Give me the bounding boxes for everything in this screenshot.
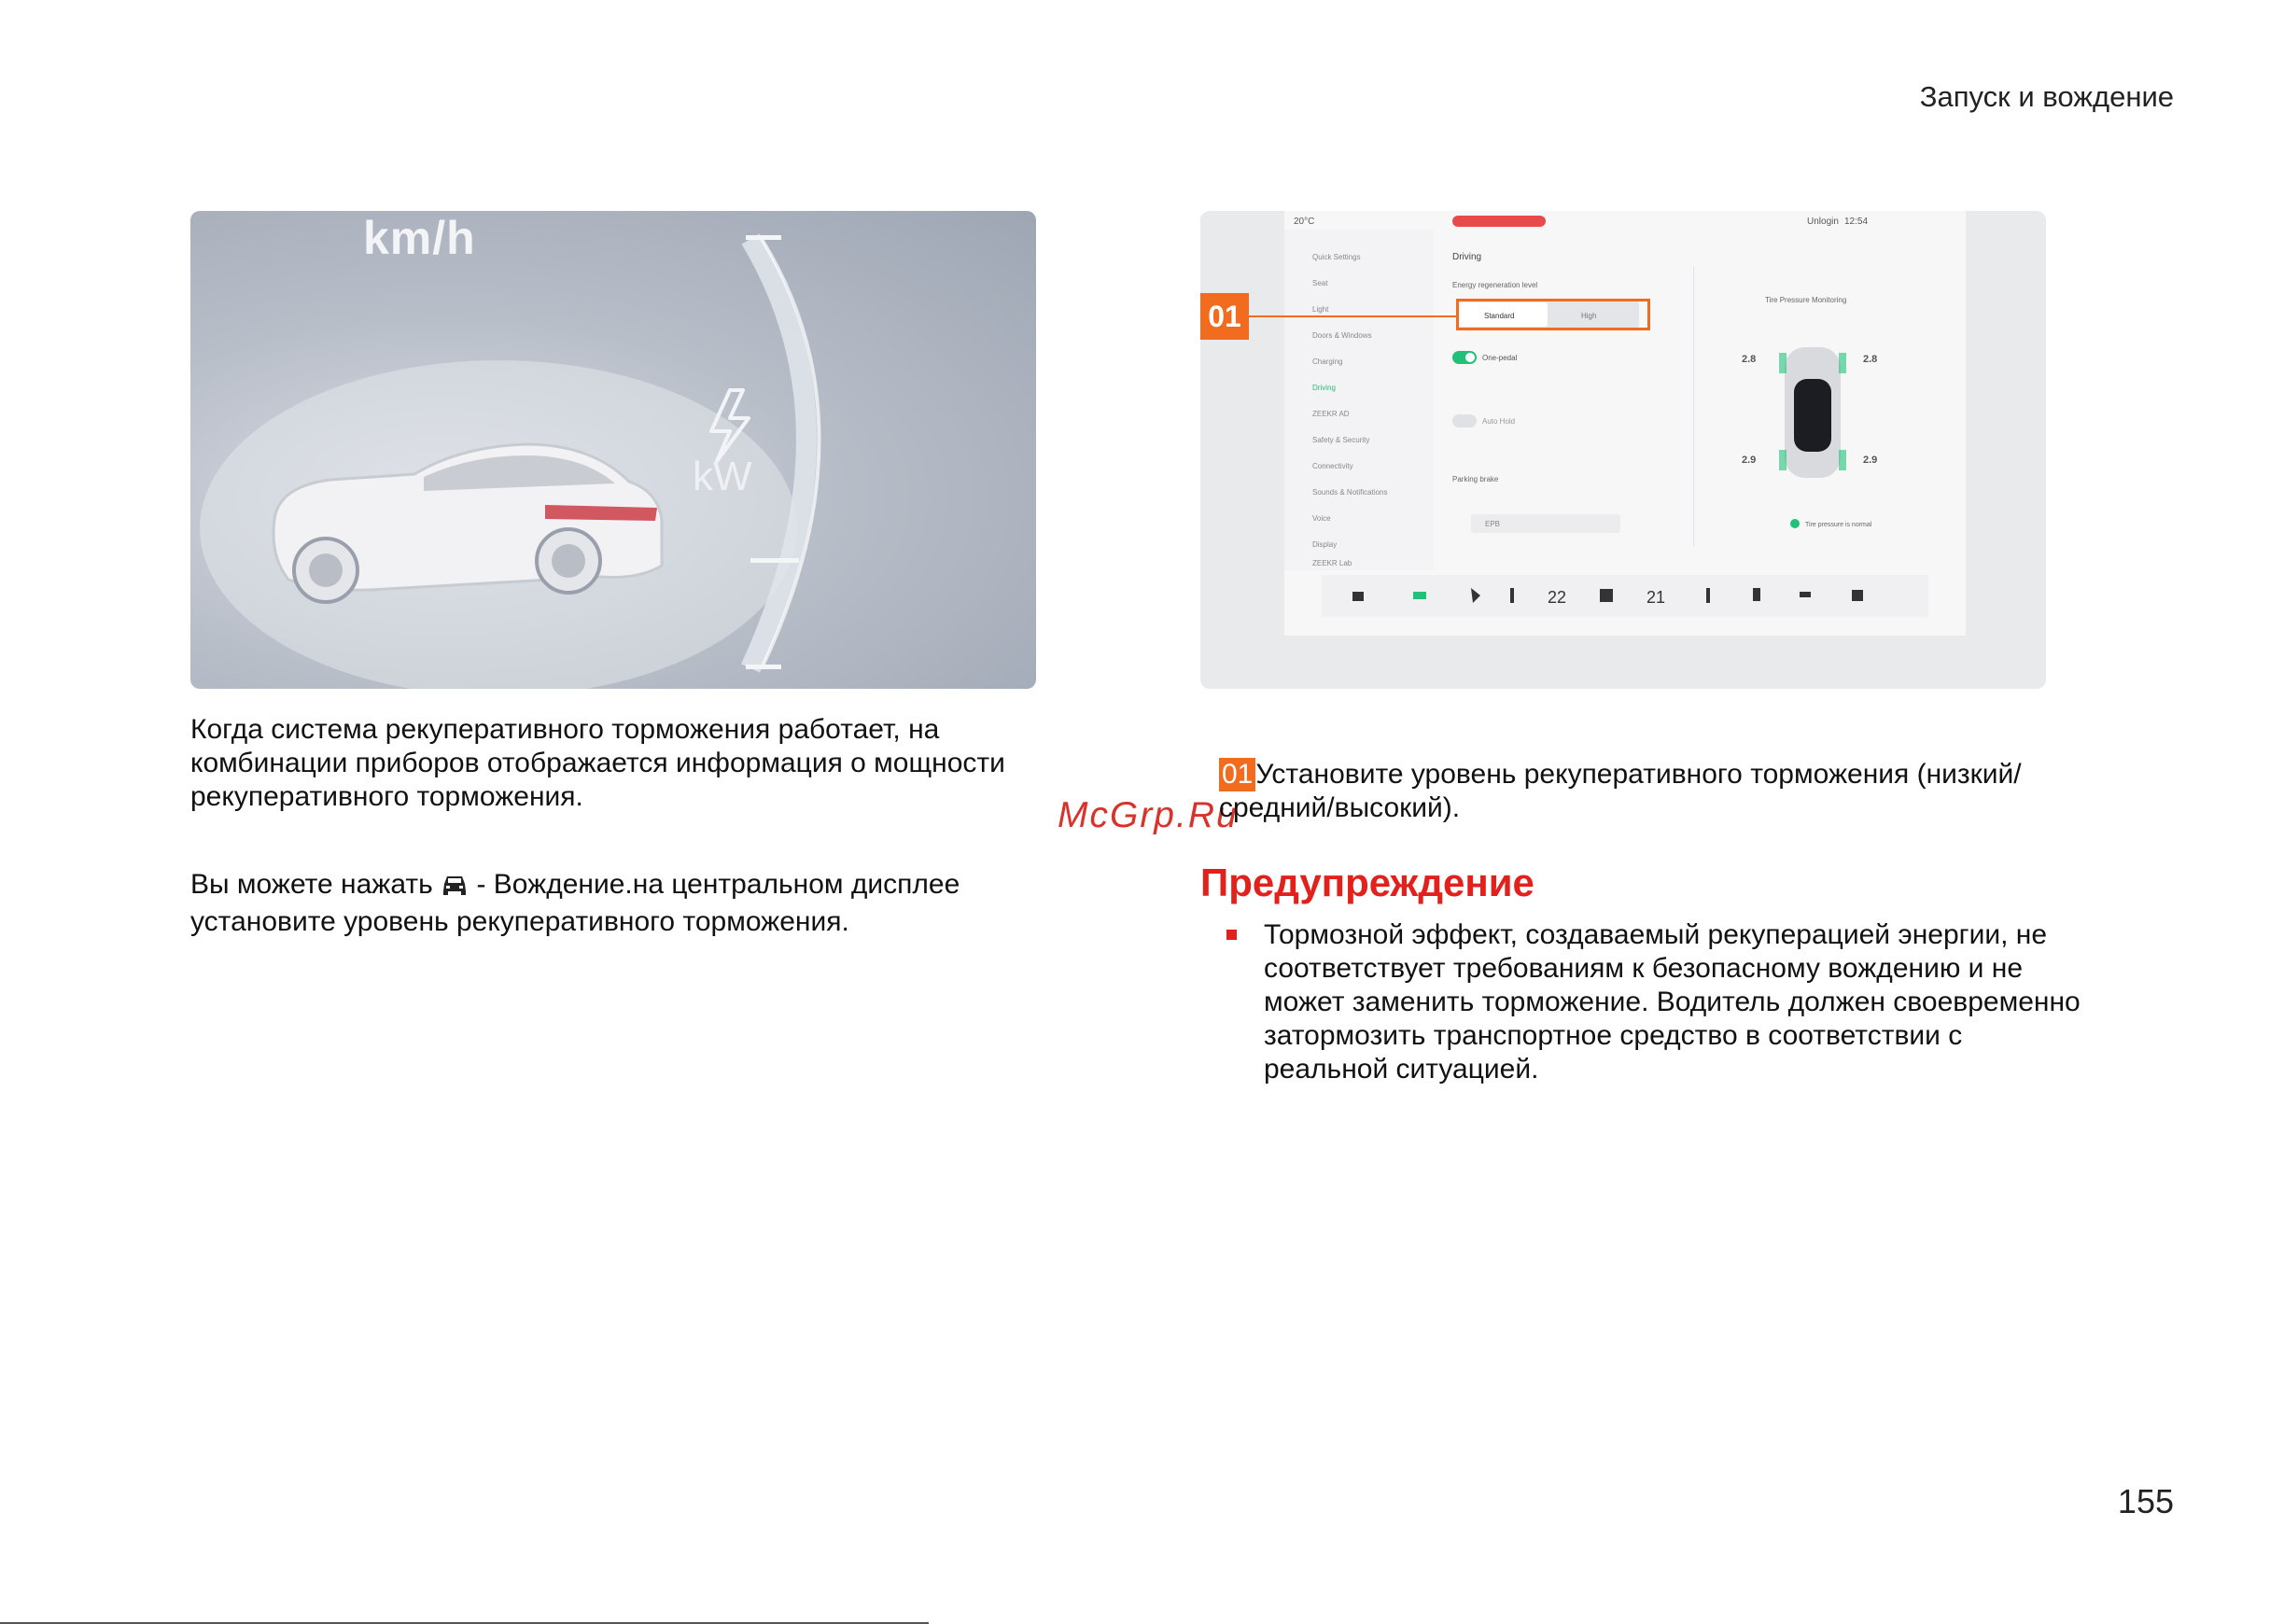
svg-text:2.8: 2.8	[1863, 354, 1878, 365]
display-screen	[1284, 211, 1966, 636]
central-display-image	[1200, 211, 2046, 689]
temp-right: 21	[1646, 588, 1666, 607]
fan-icon	[1600, 589, 1613, 602]
status-user: Unlogin	[1807, 217, 1839, 227]
tire-ok-icon	[1790, 519, 1800, 528]
svg-text:2.9: 2.9	[1742, 455, 1757, 466]
step-01	[1219, 758, 2059, 825]
svg-text:EPB: EPB	[1485, 520, 1501, 528]
svg-text:Seat: Seat	[1312, 279, 1328, 287]
svg-text:Connectivity: Connectivity	[1312, 462, 1353, 470]
one-pedal-label: One-pedal	[1482, 354, 1518, 362]
home-icon	[1352, 592, 1364, 601]
status-time: 12:54	[1844, 217, 1869, 227]
instrument-cluster-image	[190, 211, 1036, 689]
gauge-tick-bottom	[746, 665, 781, 669]
svg-text:ZEEKR AD: ZEEKR AD	[1312, 410, 1350, 418]
seat-icon	[1510, 588, 1514, 603]
instruction-prefix: Вы можете нажать	[190, 869, 441, 900]
volume-icon	[1800, 592, 1811, 597]
callout-number-badge: 01	[1200, 293, 1249, 340]
svg-text:Quick Settings: Quick Settings	[1312, 253, 1361, 261]
music-icon	[1753, 588, 1760, 601]
display-ui-graphic	[1284, 211, 1966, 636]
tire-status: Tire pressure is normal	[1805, 522, 1872, 528]
warning-item-text: Тормозной эффект, создаваемый рекуперацией энергии, не соответствует требованиям к безопасному вождению и не может заменить торможение. Водитель должен своевременно затормозить транспортное средство в соответствии с реальной ситуацией.	[1264, 919, 2081, 1085]
warning-heading: Предупреждение	[1200, 861, 1534, 904]
svg-text:2.9: 2.9	[1863, 455, 1878, 466]
instruction-suffix: - Вождение.на центральном дисплее установите уровень рекуперативного торможения.	[190, 869, 960, 937]
status-pill	[1452, 216, 1546, 227]
warning-list	[1226, 918, 2085, 1086]
svg-text:Light: Light	[1312, 305, 1329, 314]
callout-leader-line	[1249, 315, 1458, 317]
svg-text:Voice: Voice	[1312, 514, 1331, 523]
car-top-view-icon	[1779, 347, 1846, 478]
tire-title: Tire Pressure Monitoring	[1765, 296, 1847, 304]
warning-item	[1226, 918, 2085, 1086]
status-temp: 20°C	[1294, 217, 1315, 227]
cluster-description: Когда система рекуперативного торможения работает, на комбинации приборов отображается информация о мощности рекуперативного торможения.	[190, 714, 1005, 812]
apps-grid-icon	[1852, 590, 1863, 601]
svg-text:ZEEKR Lab: ZEEKR Lab	[1312, 559, 1352, 567]
svg-text:Doors & Windows: Doors & Windows	[1312, 331, 1372, 340]
driving-instruction	[190, 868, 1086, 939]
cluster-graphic	[190, 211, 1036, 689]
bullet-square-icon	[1226, 930, 1237, 940]
svg-text:Standard: Standard	[1484, 312, 1515, 320]
speed-unit-label: km/h	[363, 212, 476, 264]
temp-left: 22	[1548, 588, 1567, 607]
svg-text:Driving: Driving	[1312, 384, 1336, 392]
seat-right-icon	[1706, 588, 1710, 603]
regen-option-high: High	[1581, 312, 1597, 320]
svg-text:Display: Display	[1312, 540, 1338, 549]
svg-text:2.8: 2.8	[1742, 354, 1757, 365]
power-unit-label: kW	[693, 454, 752, 499]
driving-car-icon	[441, 872, 469, 905]
section-title: Запуск и вождение	[1919, 80, 2174, 113]
parking-brake-label: Parking brake	[1452, 475, 1499, 483]
gauge-tick-zero	[750, 558, 799, 563]
callout-highlight-box	[1456, 299, 1650, 330]
step-text: Установите уровень рекуперативного торможения (низкий/средний/высокий).	[1219, 759, 2022, 823]
gauge-tick-top	[746, 235, 781, 240]
step-badge: 01	[1219, 758, 1255, 791]
watermark: McGrp.Ru	[1058, 795, 1239, 835]
car-icon	[1413, 592, 1426, 599]
svg-text:Charging: Charging	[1312, 357, 1343, 366]
page-number: 155	[2117, 1482, 2174, 1520]
auto-hold-label: Auto Hold	[1482, 417, 1516, 426]
svg-text:Safety & Security: Safety & Security	[1312, 436, 1370, 444]
auto-hold-toggle	[1452, 414, 1477, 427]
svg-text:Sounds & Notifications: Sounds & Notifications	[1312, 488, 1388, 497]
panel-title: Driving	[1452, 252, 1482, 262]
regen-label: Energy regeneration level	[1452, 281, 1538, 289]
